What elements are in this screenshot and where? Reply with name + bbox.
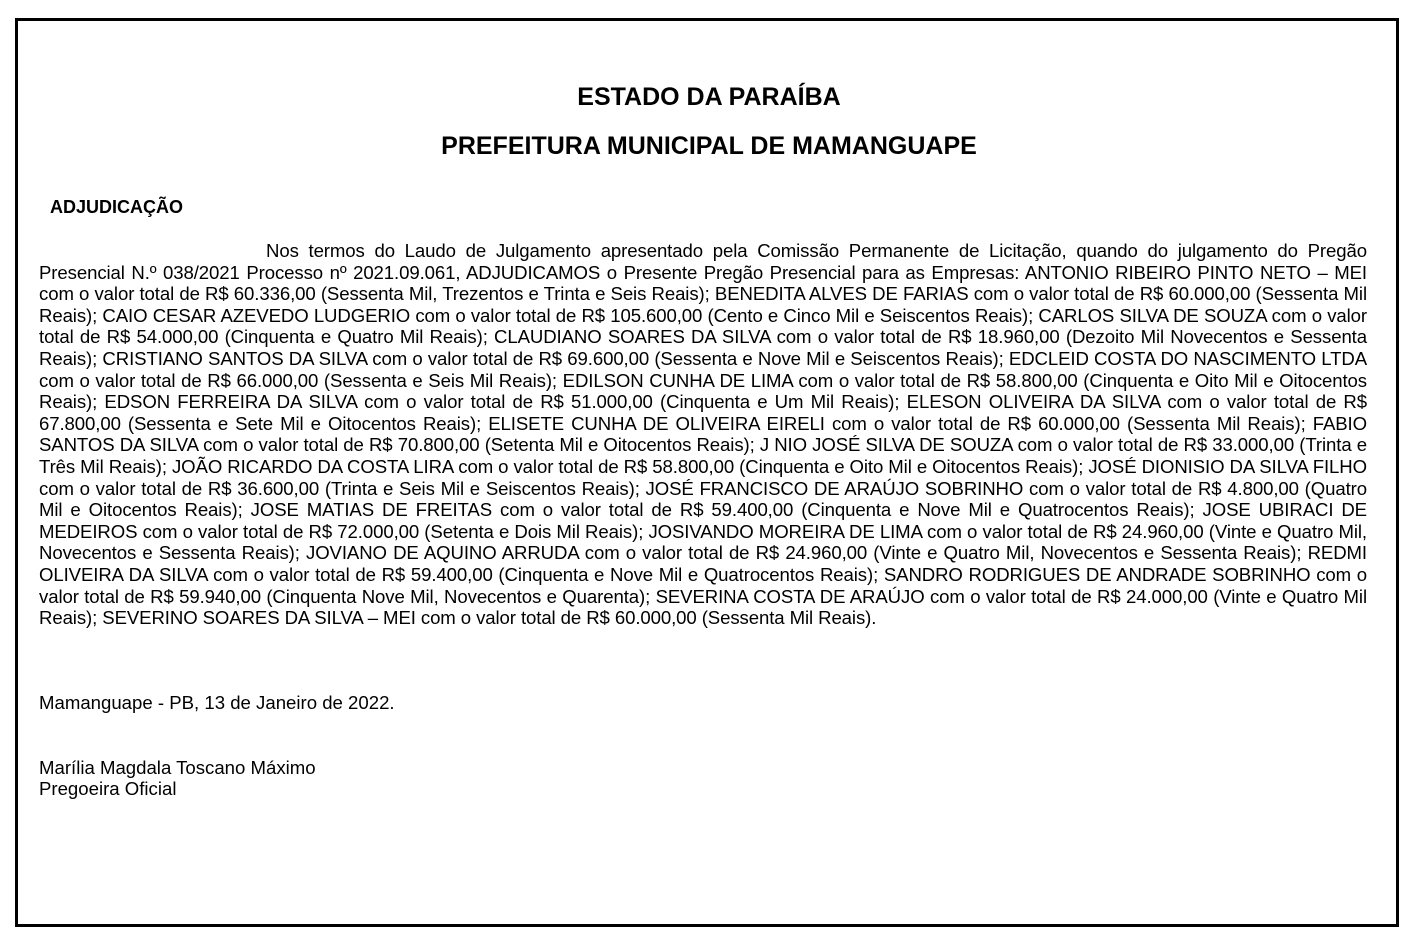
signatory-role: Pregoeira Oficial (39, 778, 177, 799)
prefecture-title: PREFEITURA MUNICIPAL DE MAMANGUAPE (441, 132, 977, 160)
section-heading: ADJUDICAÇÃO (50, 197, 184, 217)
state-title: ESTADO DA PARAÍBA (577, 83, 841, 111)
signature-block (39, 757, 316, 799)
place-date: Mamanguape - PB, 13 de Janeiro de 2022. (39, 692, 395, 713)
adjudication-body-text: Nos termos do Laudo de Julgamento apresentado pela Comissão Permanente de Licitação, quando do julgamento do Pregão Presencial N.º 038/2021 Processo nº 2021.09.061, ADJUDICAMOS o Presente Pregão Presencial para as Empresas: ANTONIO RIBEIRO PINTO NETO – MEI com o valor total de R$ 60.336,00 (Sessenta Mil, Trezentos e Trinta e Seis Reais); BENEDITA ALVES DE FARIAS com o valor total de R$ 60.000,00 (Sessenta Mil Reais); CAIO CESAR AZEVEDO LUDGERIO com o valor total de R$ 105.600,00 (Cento e Cinco Mil e Seiscentos Reais); CARLOS SILVA DE SOUZA com o valor total de R$ 54.000,00 (Cinquenta e Quatro Mil Reais); CLAUDIANO SOARES DA SILVA com o valor total de R$ 18.960,00 (Dezoito Mil Novecentos e Sessenta Reais); CRISTIANO SANTOS DA SILVA com o valor total de R$ 69.600,00 (Sessenta e Nove Mil e Seiscentos Reais); EDCLEID COSTA DO NASCIMENTO LTDA com o valor total de R$ 66.000,00 (Sessenta e Seis Mil Reais); EDILSON CUNHA DE LIMA com o valor total de R$ 58.800,00 (Cinquenta e Oito Mil e Oitocentos Reais); EDSON FERREIRA DA SILVA com o valor total de R$ 51.000,00 (Cinquenta e Um Mil Reais); ELESON OLIVEIRA DA SILVA com o valor total de R$ 67.800,00 (Sessenta e Sete Mil e Oitocentos Reais); ELISETE CUNHA DE OLIVEIRA EIRELI com o valor total de R$ 60.000,00 (Sessenta Mil Reais); FABIO SANTOS DA SILVA com o valor total de R$ 70.800,00 (Setenta Mil e Oitocentos Reais); J NIO JOSÉ SILVA DE SOUZA com o valor total de R$ 33.000,00 (Trinta e Três Mil Reais); JOÃO RICARDO DA COSTA LIRA com o valor total de R$ 58.800,00 (Cinquenta e Oito Mil e Oitocentos Reais); JOSÉ DIONISIO DA SILVA FILHO com o valor total de R$ 36.600,00 (Trinta e Seis Mil e Seiscentos Reais); JOSÉ FRANCISCO DE ARAÚJO SOBRINHO com o valor total de R$ 4.800,00 (Quatro Mil e Oitocentos Reais); JOSE MATIAS DE FREITAS com o valor total de R$ 59.400,00 (Cinquenta e Nove Mil e Quatrocentos Reais); JOSE UBIRACI DE MEDEIROS com o valor total de R$ 72.000,00 (Setenta e Dois Mil Reais); JOSIVANDO MOREIRA DE LIMA com o valor total de R$ 24.960,00 (Vinte e Quatro Mil, Novecentos e Sessenta Reais); JOVIANO DE AQUINO ARRUDA com o valor total de R$ 24.960,00 (Vinte e Quatro Mil, Novecentos e Sessenta Reais); REDMI OLIVEIRA DA SILVA com o valor total de R$ 59.400,00 (Cinquenta e Nove Mil e Quatrocentos Reais); SANDRO RODRIGUES DE ANDRADE SOBRINHO com o valor total de R$ 59.940,00 (Cinquenta Nove Mil, Novecentos e Quarenta); SEVERINA COSTA DE ARAÚJO com o valor total de R$ 24.000,00 (Vinte e Quatro Mil Reais); SEVERINO SOARES DA SILVA – MEI com o valor total de R$ 60.000,00 (Sessenta Mil Reais). (39, 240, 1367, 629)
signatory-name: Marília Magdala Toscano Máximo (39, 757, 316, 778)
